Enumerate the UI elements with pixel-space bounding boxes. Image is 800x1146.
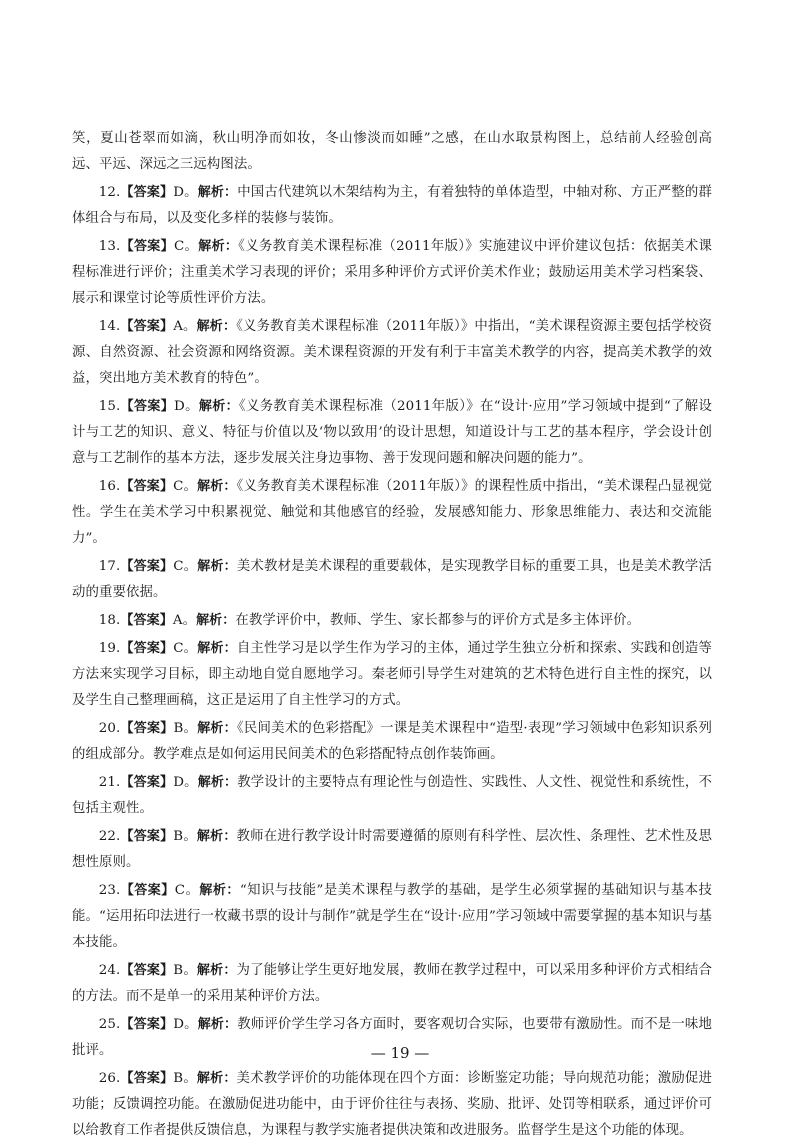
explanation-text: 《义务教育美术课程标准（2011年版）》在“设计·应用”学习领域中提到“了解设计与工艺的知识、意义、特征与价值以及‘物以致用’的设计思想，知道设计与工艺的基本程序，学会设计创意与工艺制作的基本方法，逐步发展关注身边事物、善于发现问题和解决问题的能力”。 [72, 399, 713, 466]
explanation-label: 解析： [197, 641, 237, 656]
answer-number: 24. [98, 963, 121, 978]
answer-letter: B。 [173, 1071, 197, 1086]
explanation-label: 解析： [197, 721, 237, 736]
answer-marker: 【答案】 [120, 613, 173, 628]
explanation-label: 解析： [196, 319, 237, 334]
explanation-text: 《民间美术的色彩搭配》一课是美术课程中“造型·表现”学习领域中色彩知识系列的组成部分。教学难点是如何运用民间美术的色彩搭配特点创作装饰画。 [72, 721, 712, 762]
answer-letter: B。 [173, 721, 198, 736]
answer-number: 22. [98, 829, 121, 844]
answer-item [72, 1066, 712, 1144]
answer-item [72, 474, 712, 552]
answer-marker: 【答案】 [120, 559, 174, 574]
explanation-label: 解析： [198, 399, 239, 414]
answer-marker: 【答案】 [120, 239, 174, 254]
answer-number: 21. [98, 775, 121, 790]
explanation-text: 为了能够让学生更好地发展，教师在教学过程中，可以采用多种评价方式相结合的方法。而不是单一的采用某种评价方法。 [72, 963, 712, 1004]
explanation-text: 美术教学评价的功能体现在四个方面：诊断鉴定功能；导向规范功能；激励促进功能；反馈调控功能。在激励促进功能中，由于评价往往与表扬、奖励、批评、处罚等相联系，通过评价可以给教育工作者提供反馈信息，为课程与教学实施者提供决策和改进服务。监督学生是这个功能的体现。 [72, 1071, 712, 1138]
answer-item [72, 958, 712, 1010]
answer-number: 18. [98, 613, 121, 628]
explanation-label: 解析： [196, 829, 237, 844]
answer-explanations [72, 126, 712, 1146]
answer-item [72, 636, 712, 714]
answer-letter: B。 [173, 963, 197, 978]
answer-item [72, 234, 712, 312]
answer-letter: D。 [173, 1017, 198, 1032]
answer-number: 25. [98, 1017, 121, 1032]
explanation-label: 解析： [199, 883, 240, 898]
explanation-label: 解析： [197, 185, 238, 200]
answer-letter: D。 [174, 399, 199, 414]
answer-item [72, 554, 712, 606]
page-number: — 19 — [370, 1044, 430, 1062]
answer-item [72, 394, 712, 472]
answer-marker: 【答案】 [120, 775, 174, 790]
answer-number: 19. [98, 641, 121, 656]
explanation-text: 《义务教育美术课程标准（2011年版）》中指出，“美术课程资源主要包括学校资源、自然资源、社会资源和网络资源。美术课程资源的开发有利于丰富美术教学的内容，提高美术教学的效益，突出地方美术教育的特色”。 [72, 319, 712, 386]
explanation-label: 解析： [196, 1071, 237, 1086]
explanation-text: 《义务教育美术课程标准（2011年版）》实施建议中评价建议包括：依据美术课程标准进行评价；注重美术学习表现的评价；采用多种评价方式评价美术作业；鼓励运用美术学习档案袋、展示和课堂讨论等质性评价方法。 [72, 239, 712, 306]
explanation-text: 教师评价学生学习各方面时，要客观切合实际，也要带有激励性。而不是一味地批评。 [72, 1017, 712, 1058]
answer-marker: 【答案】 [120, 319, 174, 334]
explanation-label: 解析： [197, 1017, 238, 1032]
answer-item [72, 716, 712, 768]
answer-marker: 【答案】 [120, 829, 174, 844]
answer-number: 20. [98, 721, 121, 736]
explanation-text: 美术教材是美术课程的重要载体，是实现教学目标的重要工具，也是美术教学活动的重要依据。 [72, 559, 712, 600]
answer-marker: 【答案】 [120, 1017, 174, 1032]
answer-item [72, 878, 712, 956]
explanation-label: 解析： [196, 963, 237, 978]
answer-marker: 【答案】 [120, 963, 174, 978]
answer-number: 14. [98, 319, 121, 334]
answer-letter: C。 [173, 641, 198, 656]
answer-item [72, 608, 712, 634]
answer-letter: C。 [173, 479, 198, 494]
explanation-text: 在教学评价中，教师、学生、家长都参与的评价方式是多主体评价。 [235, 613, 641, 628]
answer-letter: A。 [172, 613, 197, 628]
answer-item [72, 314, 712, 392]
answer-number: 15. [98, 399, 121, 414]
explanation-label: 解析： [197, 559, 237, 574]
answer-marker: 【答案】 [120, 399, 175, 414]
explanation-text: 教师在进行教学设计时需要遵循的原则有科学性、层次性、条理性、艺术性及思想性原则。 [72, 829, 712, 870]
answer-number: 23. [98, 883, 121, 898]
explanation-label: 解析： [197, 775, 238, 790]
explanation-label: 解析： [198, 239, 239, 254]
answer-number: 16. [98, 479, 121, 494]
answer-letter: D。 [173, 775, 198, 790]
answer-item [72, 180, 712, 232]
answer-number: 17. [98, 559, 121, 574]
answer-marker: 【答案】 [120, 185, 174, 200]
explanation-label: 解析： [196, 613, 236, 628]
answer-number: 13. [98, 239, 121, 254]
answer-number: 26. [98, 1071, 121, 1086]
answer-marker: 【答案】 [120, 479, 174, 494]
answer-list [72, 180, 712, 1144]
answer-letter: C。 [173, 559, 198, 574]
answer-number: 12. [98, 185, 121, 200]
explanation-text: 教学设计的主要特点有理论性与创造性、实践性、人文性、视觉性和系统性，不包括主观性。 [72, 775, 712, 816]
intro-paragraph: 笑，夏山苍翠而如滴，秋山明净而如妆，冬山惨淡而如睡”之感，在山水取景构图上，总结前人经验创高远、平远、深远之三远构图法。 [72, 131, 712, 172]
answer-letter: A。 [173, 319, 197, 334]
answer-letter: C。 [174, 883, 200, 898]
answer-marker: 【答案】 [120, 721, 174, 736]
answer-item [72, 824, 712, 876]
answer-letter: C。 [173, 239, 199, 254]
explanation-text: 自主性学习是以学生作为学习的主体，通过学生独立分析和探索、实践和创造等方法来实现学习目标，即主动地自觉自愿地学习。秦老师引导学生对建筑的艺术特色进行自主性的探究，以及学生自己整理画稿，这正是运用了自主性学习的方式。 [72, 641, 712, 708]
answer-item [72, 770, 712, 822]
explanation-text: “知识与技能”是美术课程与教学的基础，是学生必须掌握的基础知识与基本技能。“运用拓印法进行一枚藏书票的设计与制作”就是学生在“设计·应用”学习领域中需要掌握的基本知识与基本技能。 [72, 883, 712, 950]
answer-letter: B。 [173, 829, 197, 844]
explanation-label: 解析： [197, 479, 237, 494]
answer-marker: 【答案】 [120, 883, 175, 898]
answer-marker: 【答案】 [120, 1071, 174, 1086]
answer-letter: D。 [173, 185, 198, 200]
answer-marker: 【答案】 [120, 641, 174, 656]
explanation-text: 《义务教育美术课程标准（2011年版）》的课程性质中指出，“美术课程凸显视觉性。学生在美术学习中积累视觉、触觉和其他感官的经验，发展感知能力、形象思维能力、表达和交流能力”。 [72, 479, 712, 546]
explanation-text: 中国古代建筑以木架结构为主，有着独特的单体造型，中轴对称、方正严整的群体组合与布局，以及变化多样的装修与装饰。 [72, 185, 712, 226]
